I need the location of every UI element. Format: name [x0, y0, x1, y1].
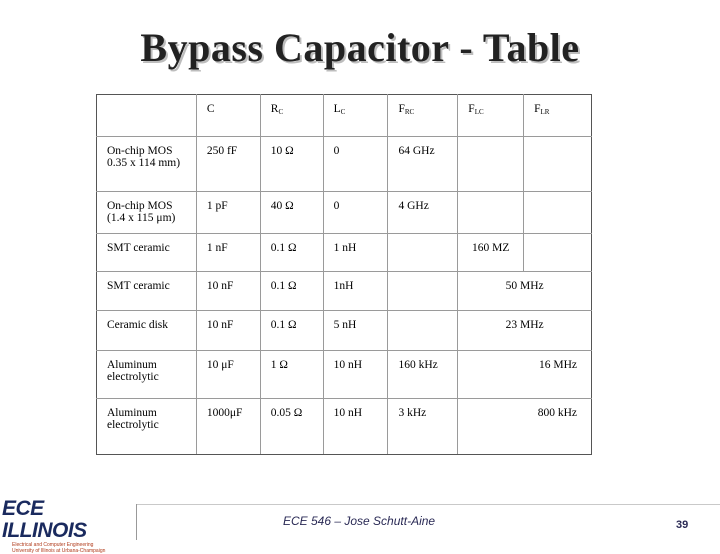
cell-rc: 0.1 Ω [260, 311, 323, 351]
cell-rc: 10 Ω [260, 137, 323, 192]
ece-illinois-logo [2, 498, 132, 554]
cell-flc-flr-merged: 23 MHz [458, 311, 592, 351]
header-c: C [196, 95, 260, 137]
header-frc: $F_{RC}$ [388, 95, 458, 137]
cell-c: 1000μF [196, 399, 260, 455]
cell-type: SMT ceramic [97, 272, 197, 311]
footer-course-author: ECE 546 – Jose Schutt-Aine [283, 514, 436, 528]
cell-type: Aluminum electrolytic [97, 351, 197, 399]
header-flc: $F_{LC}$ [458, 95, 524, 137]
footer-divider [136, 504, 720, 505]
cell-flc-flr-merged: 800 kHz [458, 399, 592, 455]
cell-flc-flr-merged: 16 MHz [458, 351, 592, 399]
table-row [97, 137, 592, 192]
cell-flr [524, 192, 592, 234]
logo-subtext-1: Electrical and Computer Engineering [12, 542, 94, 548]
header-lc: $L_C$ [323, 95, 388, 137]
cell-type: On-chip MOS 0.35 x 114 mm) [97, 137, 197, 192]
table-row [97, 234, 592, 272]
cell-frc: 64 GHz [388, 137, 458, 192]
table-row [97, 311, 592, 351]
cell-lc: 10 nH [323, 399, 388, 455]
cell-rc: 0.1 Ω [260, 272, 323, 311]
cell-lc: 1 nH [323, 234, 388, 272]
table-header-row [97, 95, 592, 137]
footer-separator [136, 504, 137, 540]
cell-frc [388, 311, 458, 351]
cell-lc: 5 nH [323, 311, 388, 351]
table-row [97, 272, 592, 311]
header-empty [97, 95, 197, 137]
cell-type: Ceramic disk [97, 311, 197, 351]
cell-type: Aluminum electrolytic [97, 399, 197, 455]
cell-frc: 4 GHz [388, 192, 458, 234]
page-number: 39 [676, 519, 689, 531]
cell-lc: 1nH [323, 272, 388, 311]
cell-c: 10 nF [196, 272, 260, 311]
cell-flc [458, 137, 524, 192]
table-row [97, 399, 592, 455]
cell-flc: 160 MZ [458, 234, 524, 272]
slide-title: Bypass Capacitor - Table [140, 25, 580, 70]
cell-frc: 3 kHz [388, 399, 458, 455]
cell-c: 250 fF [196, 137, 260, 192]
cell-c: 10 μF [196, 351, 260, 399]
table-row [97, 351, 592, 399]
cell-flc-flr-merged: 50 MHz [458, 272, 592, 311]
cell-type: On-chip MOS (1.4 x 115 μm) [97, 192, 197, 234]
header-rc: $R_C$ [260, 95, 323, 137]
cell-c: 1 pF [196, 192, 260, 234]
cell-rc: 0.05 Ω [260, 399, 323, 455]
cell-rc: 0.1 Ω [260, 234, 323, 272]
logo-subtext-2: University of Illinois at Urbana-Champaign [12, 548, 106, 554]
cell-frc [388, 234, 458, 272]
cell-rc: 1 Ω [260, 351, 323, 399]
cell-frc: 160 kHz [388, 351, 458, 399]
cell-lc: 10 nH [323, 351, 388, 399]
cell-c: 1 nF [196, 234, 260, 272]
cell-c: 10 nF [196, 311, 260, 351]
cell-type: SMT ceramic [97, 234, 197, 272]
logo-text: ECE ILLINOIS [2, 497, 87, 542]
cell-lc: 0 [323, 192, 388, 234]
cell-lc: 0 [323, 137, 388, 192]
bypass-capacitor-table [96, 94, 592, 455]
cell-flr [524, 137, 592, 192]
header-flr: $F_{LR}$ [524, 95, 592, 137]
cell-flc [458, 192, 524, 234]
cell-rc: 40 Ω [260, 192, 323, 234]
table-row [97, 192, 592, 234]
cell-frc [388, 272, 458, 311]
cell-flr [524, 234, 592, 272]
